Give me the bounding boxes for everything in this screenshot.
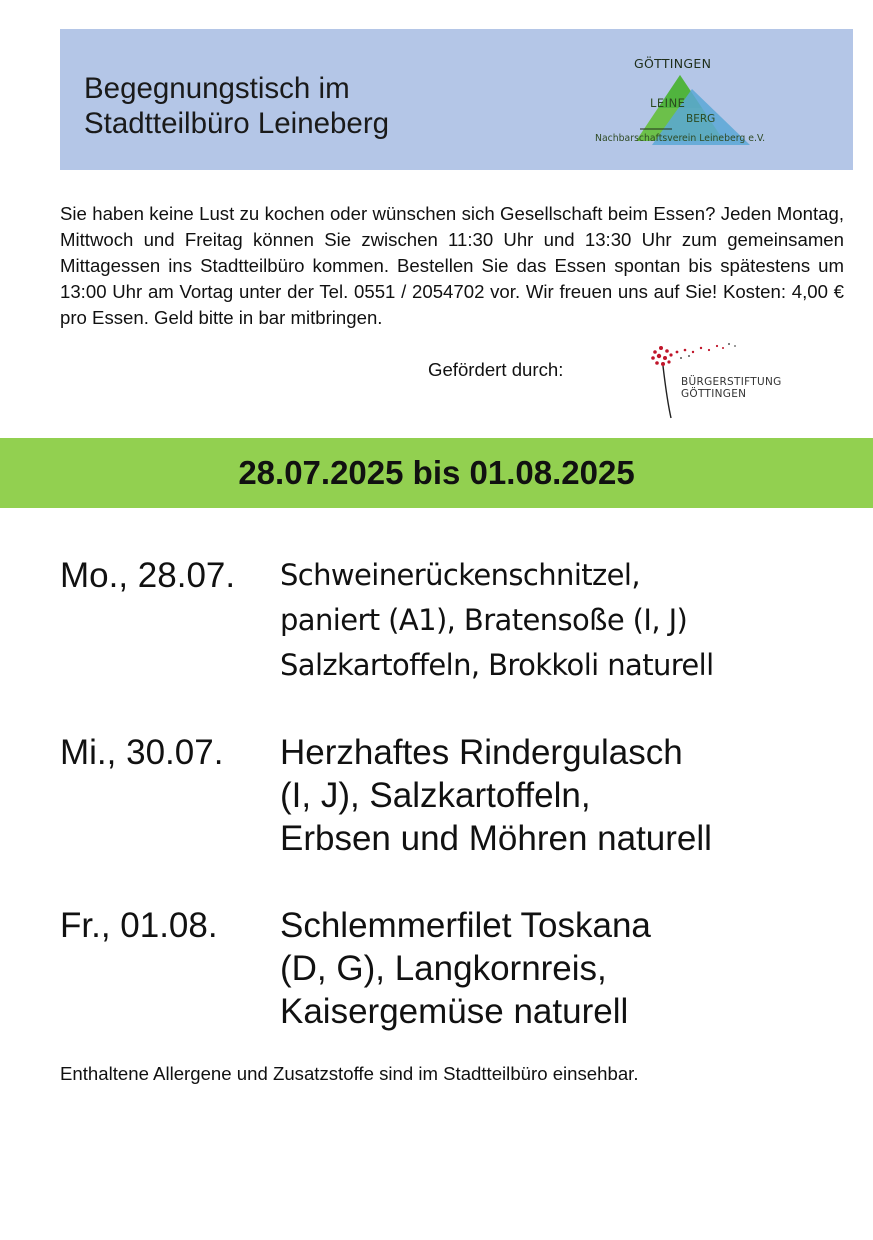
menu-dish-friday: [280, 904, 651, 1033]
menu-day-wednesday: Mi., 30.07.: [60, 733, 224, 772]
buergerstiftung-line-1: BÜRGERSTIFTUNG: [681, 376, 782, 388]
dish-line: (I, J), Salzkartoffeln,: [280, 776, 591, 815]
page-title: [84, 71, 389, 141]
allergen-note: Enthaltene Allergene und Zusatzstoffe sind im Stadtteilbüro einsehbar.: [60, 1063, 639, 1084]
dish-line: (D, G), Langkornreis,: [280, 949, 607, 988]
logo-association-text: Nachbarschaftsverein Leineberg e.V.: [595, 133, 766, 144]
week-range-bar: [0, 438, 873, 508]
buergerstiftung-text: [681, 376, 782, 400]
week-range-text: 28.07.2025 bis 01.08.2025: [238, 454, 635, 491]
dish-line: Erbsen und Möhren naturell: [280, 819, 712, 858]
menu-dish-monday: [280, 553, 714, 688]
dish-line: paniert (A1), Bratensoße (I, J): [280, 603, 688, 637]
menu-day-monday: Mo., 28.07.: [60, 556, 236, 595]
logo-leine-text: LEINE: [650, 96, 686, 110]
logo-berg-text: BERG: [686, 113, 716, 125]
funded-by-label: Gefördert durch:: [428, 359, 564, 380]
dish-line: Herzhaftes Rindergulasch: [280, 733, 683, 772]
buergerstiftung-line-2: GÖTTINGEN: [681, 388, 747, 400]
logo-goettingen-text: GÖTTINGEN: [634, 56, 712, 71]
menu-dish-wednesday: [280, 731, 712, 860]
intro-paragraph: Sie haben keine Lust zu kochen oder wünschen sich Gesellschaft beim Essen? Jeden Montag, Mittwoch und Freitag können Sie zwischen 11:30 Uhr und 13:30 Uhr zum gemeinsamen Mittagessen ins Stadtteilbüro kommen. Bestellen Sie das Essen spontan bis spätestens um 13:00 Uhr am Vortag unter der Tel. 0551 / 2054702 vor. Wir freuen uns auf Sie! Kosten: 4,00 € pro Essen. Geld bitte in bar mitbringen.: [60, 203, 844, 328]
buergerstiftung-logo: [643, 338, 793, 420]
title-line-2: Stadtteilbüro Leineberg: [84, 107, 390, 140]
leineberg-logo: [590, 51, 790, 151]
title-line-1: Begegnungstisch im: [84, 72, 350, 105]
menu-day-friday: Fr., 01.08.: [60, 906, 218, 945]
dish-line: Schweinerückenschnitzel,: [280, 558, 640, 592]
dish-line: Kaisergemüse naturell: [280, 992, 629, 1031]
header-banner: [60, 29, 853, 170]
dish-line: Salzkartoffeln, Brokkoli naturell: [280, 648, 714, 682]
dish-line: Schlemmerfilet Toskana: [280, 906, 651, 945]
